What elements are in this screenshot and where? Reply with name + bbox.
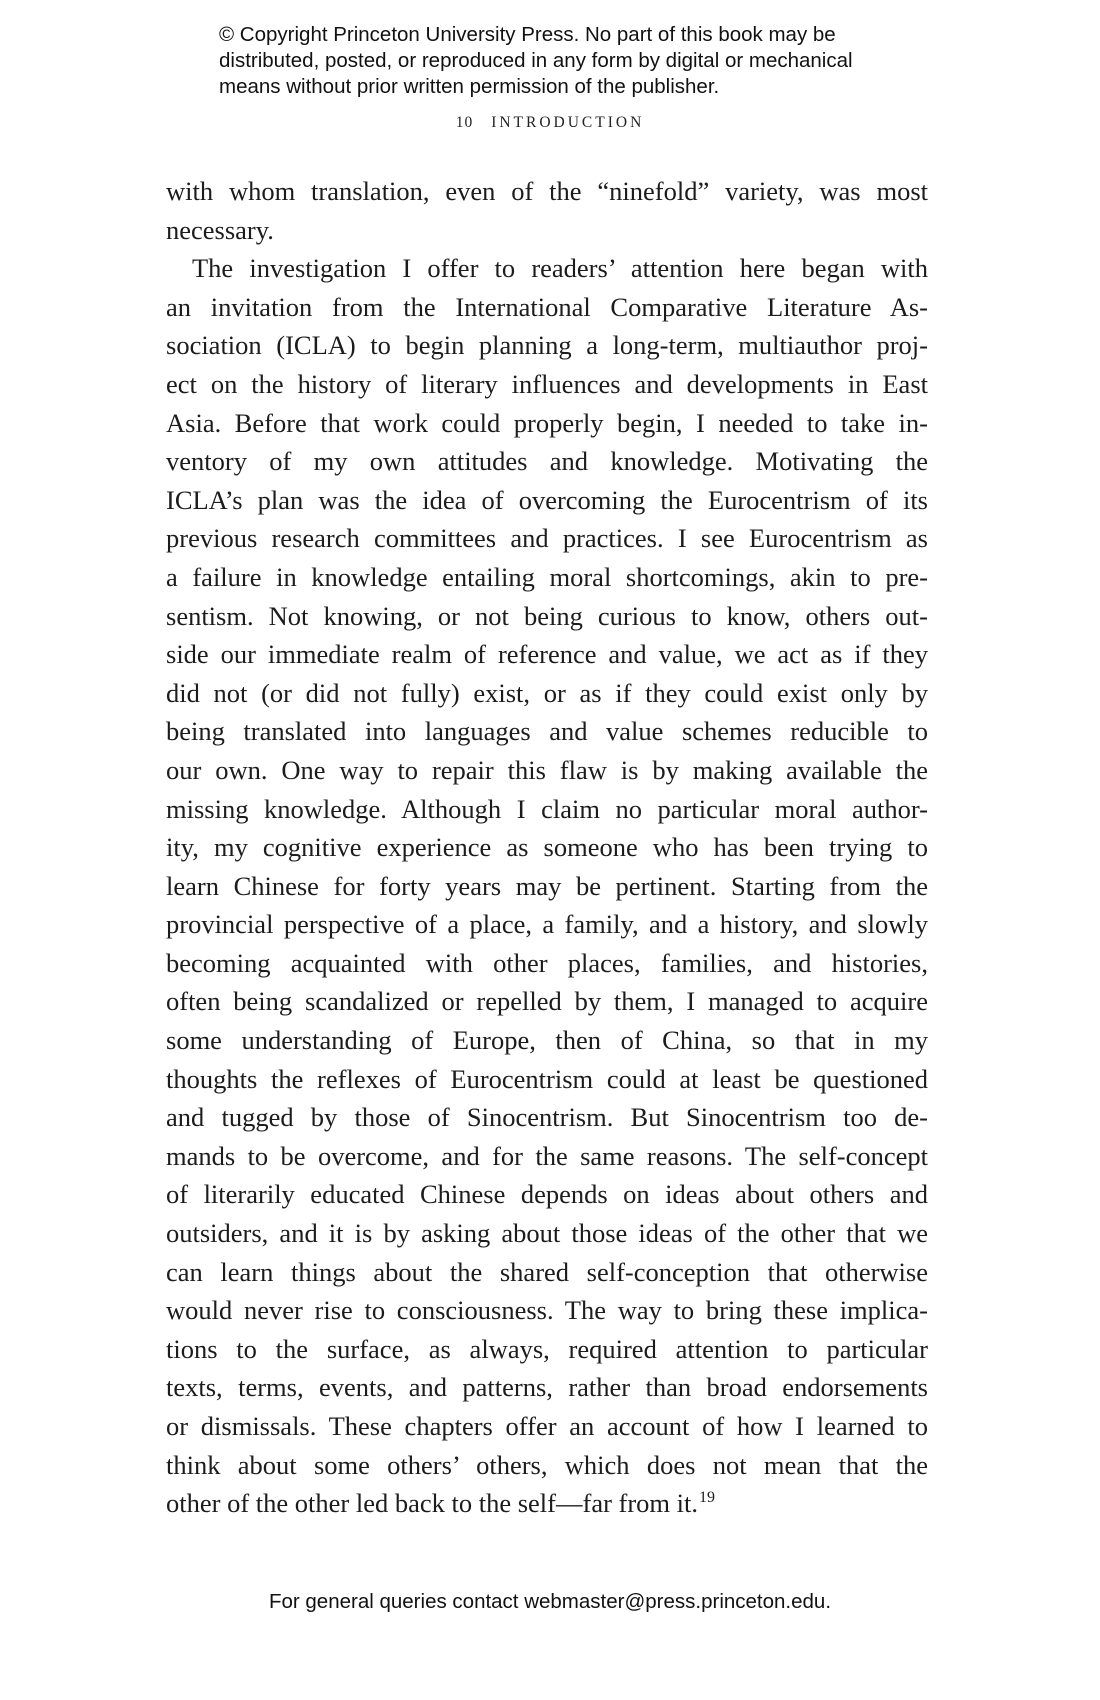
- text-line: with whom translation, even of the “ninefold” variety, was most: [166, 176, 928, 206]
- text-line: some understanding of Europe, then of China, so that in my: [166, 1025, 928, 1056]
- copyright-line: © Copyright Princeton University Press. No part of this book may be: [219, 23, 836, 46]
- running-head: [0, 114, 1100, 132]
- text-line: think about some others’ others, which does not mean that the: [166, 1449, 928, 1480]
- paragraph-1: [166, 172, 928, 249]
- text-line: missing knowledge. Although I claim no particular moral author-: [166, 793, 928, 824]
- text-line: tions to the surface, as always, required attention to particular: [166, 1333, 928, 1364]
- text-line: sentism. Not knowing, or not being curious to know, others out-: [166, 600, 928, 631]
- text-line: mands to be overcome, and for the same reasons. The self-concept: [166, 1140, 928, 1171]
- text-line: becoming acquainted with other places, families, and histories,: [166, 947, 928, 978]
- text-line: previous research committees and practices. I see Eurocentrism as: [166, 523, 928, 554]
- body-text: [166, 172, 928, 1523]
- text-line: often being scandalized or repelled by them, I managed to acquire: [166, 986, 928, 1017]
- text-line: side our immediate realm of reference and value, we act as if they: [166, 639, 928, 670]
- copyright-notice: [219, 22, 919, 100]
- text-line: sociation (ICLA) to begin planning a long-term, multiauthor proj-: [166, 330, 928, 361]
- text-line: thoughts the reflexes of Eurocentrism could at least be questioned: [166, 1063, 928, 1094]
- text-line: an invitation from the International Comparative Literature As-: [166, 291, 928, 322]
- text-line: our own. One way to repair this flaw is by making available the: [166, 754, 928, 785]
- text-line: and tugged by those of Sinocentrism. But Sinocentrism too de-: [166, 1102, 928, 1133]
- text-line: learn Chinese for forty years may be pertinent. Starting from the: [166, 870, 928, 901]
- text-line: of literarily educated Chinese depends on ideas about others and: [166, 1179, 928, 1210]
- text-line: texts, terms, events, and patterns, rather than broad endorsements: [166, 1372, 928, 1403]
- text-line-final: [166, 1484, 928, 1523]
- text-line: provincial perspective of a place, a family, and a history, and slowly: [166, 909, 928, 940]
- text-line: a failure in knowledge entailing moral shortcomings, akin to pre-: [166, 561, 928, 592]
- text-line: would never rise to consciousness. The way to bring these implica-: [166, 1295, 928, 1326]
- text-line: The investigation I offer to readers’ attention here began with: [192, 253, 928, 284]
- chapter-title: INTRODUCTION: [491, 114, 645, 131]
- text-line: Asia. Before that work could properly begin, I needed to take in-: [166, 407, 928, 438]
- copyright-line: distributed, posted, or reproduced in any form by digital or mechanical: [219, 49, 853, 72]
- copyright-line: means without prior written permission of the publisher.: [219, 75, 720, 98]
- text-line: did not (or did not fully) exist, or as if they could exist only by: [166, 677, 928, 708]
- page-number: 10: [455, 114, 474, 131]
- text-line: can learn things about the shared self-conception that otherwise: [166, 1256, 928, 1287]
- text-line: or dismissals. These chapters offer an account of how I learned to: [166, 1411, 928, 1441]
- text-line: ventory of my own attitudes and knowledge. Motivating the: [166, 446, 928, 477]
- text-line: outsiders, and it is by asking about those ideas of the other that we: [166, 1218, 928, 1249]
- footnote-marker[interactable]: 19: [699, 1489, 716, 1507]
- final-line-text: other of the other led back to the self—far from it.: [166, 1488, 699, 1519]
- text-line: necessary.: [166, 214, 274, 245]
- text-line: ity, my cognitive experience as someone who has been trying to: [166, 832, 928, 863]
- paragraph-2: [166, 249, 928, 1523]
- text-line: being translated into languages and value schemes reducible to: [166, 716, 928, 747]
- text-line: ect on the history of literary influences and developments in East: [166, 368, 928, 399]
- footer-contact: For general queries contact webmaster@press.princeton.edu.: [268, 1590, 832, 1613]
- text-line: ICLA’s plan was the idea of overcoming the Eurocentrism of its: [166, 484, 928, 515]
